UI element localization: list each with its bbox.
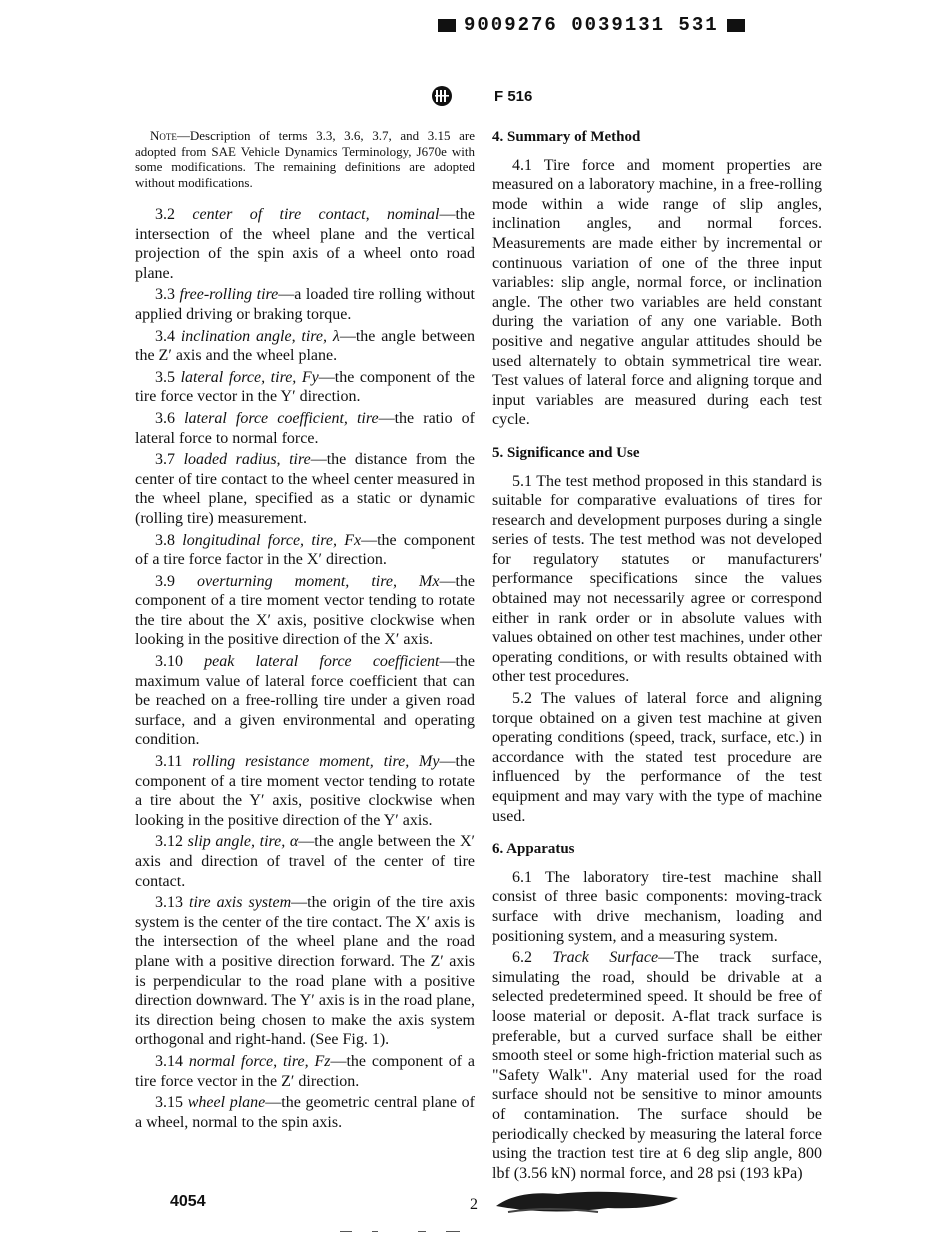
paragraph-4-1: 4.1 Tire force and moment properties are measured on a laboratory machine, in a free-rolling mode within a wide range of slip angles, inclination angles, and normal forces. Measurements are made either by incremental or continuous variation of one of the three input variables: slip angle, normal force, or inclination angle. The other two variables are held constant during the variation of any one variable. Both positive and negative angular attitudes should be used alternately to obtain symmetrical tire wear. Test values of lateral force and aligning torque and input variables are measured during each test cycle. — [492, 156, 822, 429]
astm-logo-icon — [430, 84, 454, 108]
definition-3-11: 3.11 rolling resistance moment, tire, My—the component of a tire moment vector tending to rotate a tire about the Y′ axis, positive clockwise when looking in the positive direction of the Y′ axis. — [135, 753, 476, 829]
footer-stamp: 4054 — [170, 1193, 206, 1210]
note-text: —Description of terms 3.3, 3.6, 3.7, and 3.15 are adopted from SAE Vehicle Dynamics Terminology, J670e with some modifications. The remaining definitions are adopted without modifications. — [135, 128, 475, 190]
barcode-block-right — [727, 19, 745, 32]
definition-3-10: 3.10 peak lateral force coefficient—the maximum value of lateral force coefficient that can be reached on a free-rolling tire under a given road surface, and a given environmental and operating condition. — [135, 653, 476, 749]
document-barcode — [430, 14, 753, 36]
section-5-heading: 5. Significance and Use — [492, 444, 640, 461]
paragraph-6-1: 6.1 The laboratory tire-test machine shall consist of three basic components: moving-track surface with drive mechanism, loading and positioning system, and a measuring system. — [492, 868, 822, 945]
definition-3-13: 3.13 tire axis system—the origin of the tire axis system is the center of the tire contact. The X′ axis is the intersection of the wheel plane and the road plane with a positive direction forward. The Z′ axis is perpendicular to the road plane with a positive direction downward. The Y′ axis is in the road plane, its direction being chosen to make the axis system orthogonal and right-hand. (See Fig. 1). — [135, 894, 476, 1049]
paragraph-5-2: 5.2 The values of lateral force and aligning torque obtained on a given test machine at given operating conditions (speed, track, surface, etc.) in accordance with the stated test procedure are influenced by the performance of the test equipment and may vary with the type of machine used. — [492, 690, 822, 825]
definition-3-3: 3.3 free-rolling tire—a loaded tire rolling without applied driving or braking torque. — [135, 286, 476, 323]
note-label: Note — [150, 128, 177, 143]
definition-3-12: 3.12 slip angle, tire, α—the angle between the X′ axis and direction of travel of the center of tire contact. — [135, 833, 475, 890]
standard-designation: F 516 — [494, 87, 533, 105]
footer-dash — [372, 1231, 378, 1232]
definition-3-5: 3.5 lateral force, tire, Fy—the component of the tire force vector in the Y′ direction. — [135, 368, 476, 406]
definition-3-14: 3.14 normal force, tire, Fz—the component of a tire force vector in the Z′ direction. — [135, 1052, 476, 1090]
page-number: 2 — [470, 1196, 478, 1213]
barcode-number: 9009276 0039131 531 — [464, 14, 719, 36]
definition-3-2: 3.2 center of tire contact, nominal—the intersection of the wheel plane and the vertical projection of the spin axis of a wheel onto road plane. — [135, 206, 475, 282]
definition-3-15: 3.15 wheel plane—the geometric central plane of a wheel, normal to the spin axis. — [135, 1094, 476, 1131]
section-6-heading: 6. Apparatus — [492, 841, 575, 858]
left-column — [135, 128, 475, 1134]
definition-3-9: 3.9 overturning moment, tire, Mx—the component of a tire moment vector tending to rotate the tire about the X′ axis, positive clockwise when looking in the positive direction of the X′ axis. — [135, 572, 475, 649]
section-4-heading: 4. Summary of Method — [492, 129, 641, 145]
definition-3-7: 3.7 loaded radius, tire—the distance from the center of tire contact to the wheel center measured in the wheel plane, specified as a static or dynamic (rolling tire) measurement. — [135, 451, 476, 527]
footer-dash — [446, 1231, 460, 1232]
barcode-block-left — [438, 19, 456, 32]
definition-3-8: 3.8 longitudinal force, tire, Fx—the component of a tire force factor in the X′ direction. — [135, 531, 476, 569]
footer-dash — [418, 1231, 426, 1232]
footer-dash — [340, 1231, 352, 1232]
terminology-note — [135, 128, 475, 190]
definition-3-6: 3.6 lateral force coefficient, tire—the ratio of lateral force to normal force. — [135, 409, 476, 447]
right-column — [492, 128, 822, 1185]
definition-3-4: 3.4 inclination angle, tire, λ—the angle between the Z′ axis and the wheel plane. — [135, 327, 475, 365]
paragraph-6-2: 6.2 Track Surface—The track surface, simulating the road, should be drivable at a selected predetermined speed. It should be free of loose material or deposit. A-flat track surface is preferable, but a curved surface shall be either smooth steel or some high-friction material such as "Safety Walk". Any material used for the road surface should not be sensitive to minor amounts of contamination. The surface should be periodically checked by measuring the lateral force using the traction test tire at 6 deg slip angle, 800 lbf (3.56 kN) normal force, and 28 psi (193 kPa) — [492, 949, 822, 1182]
scan-smudge-icon — [488, 1186, 688, 1218]
page-header — [430, 84, 532, 108]
paragraph-5-1: 5.1 The test method proposed in this standard is suitable for comparative evaluations of tires for research and development purposes during a single series of tests. The test method was not developed for regulatory statutes or manufacturers' performance specifications since the values obtained may not necessarily agree or correspond either in rank order or in absolute values with values obtained on other test machines, under other operating conditions, or with results obtained with other test procedures. — [492, 472, 822, 686]
